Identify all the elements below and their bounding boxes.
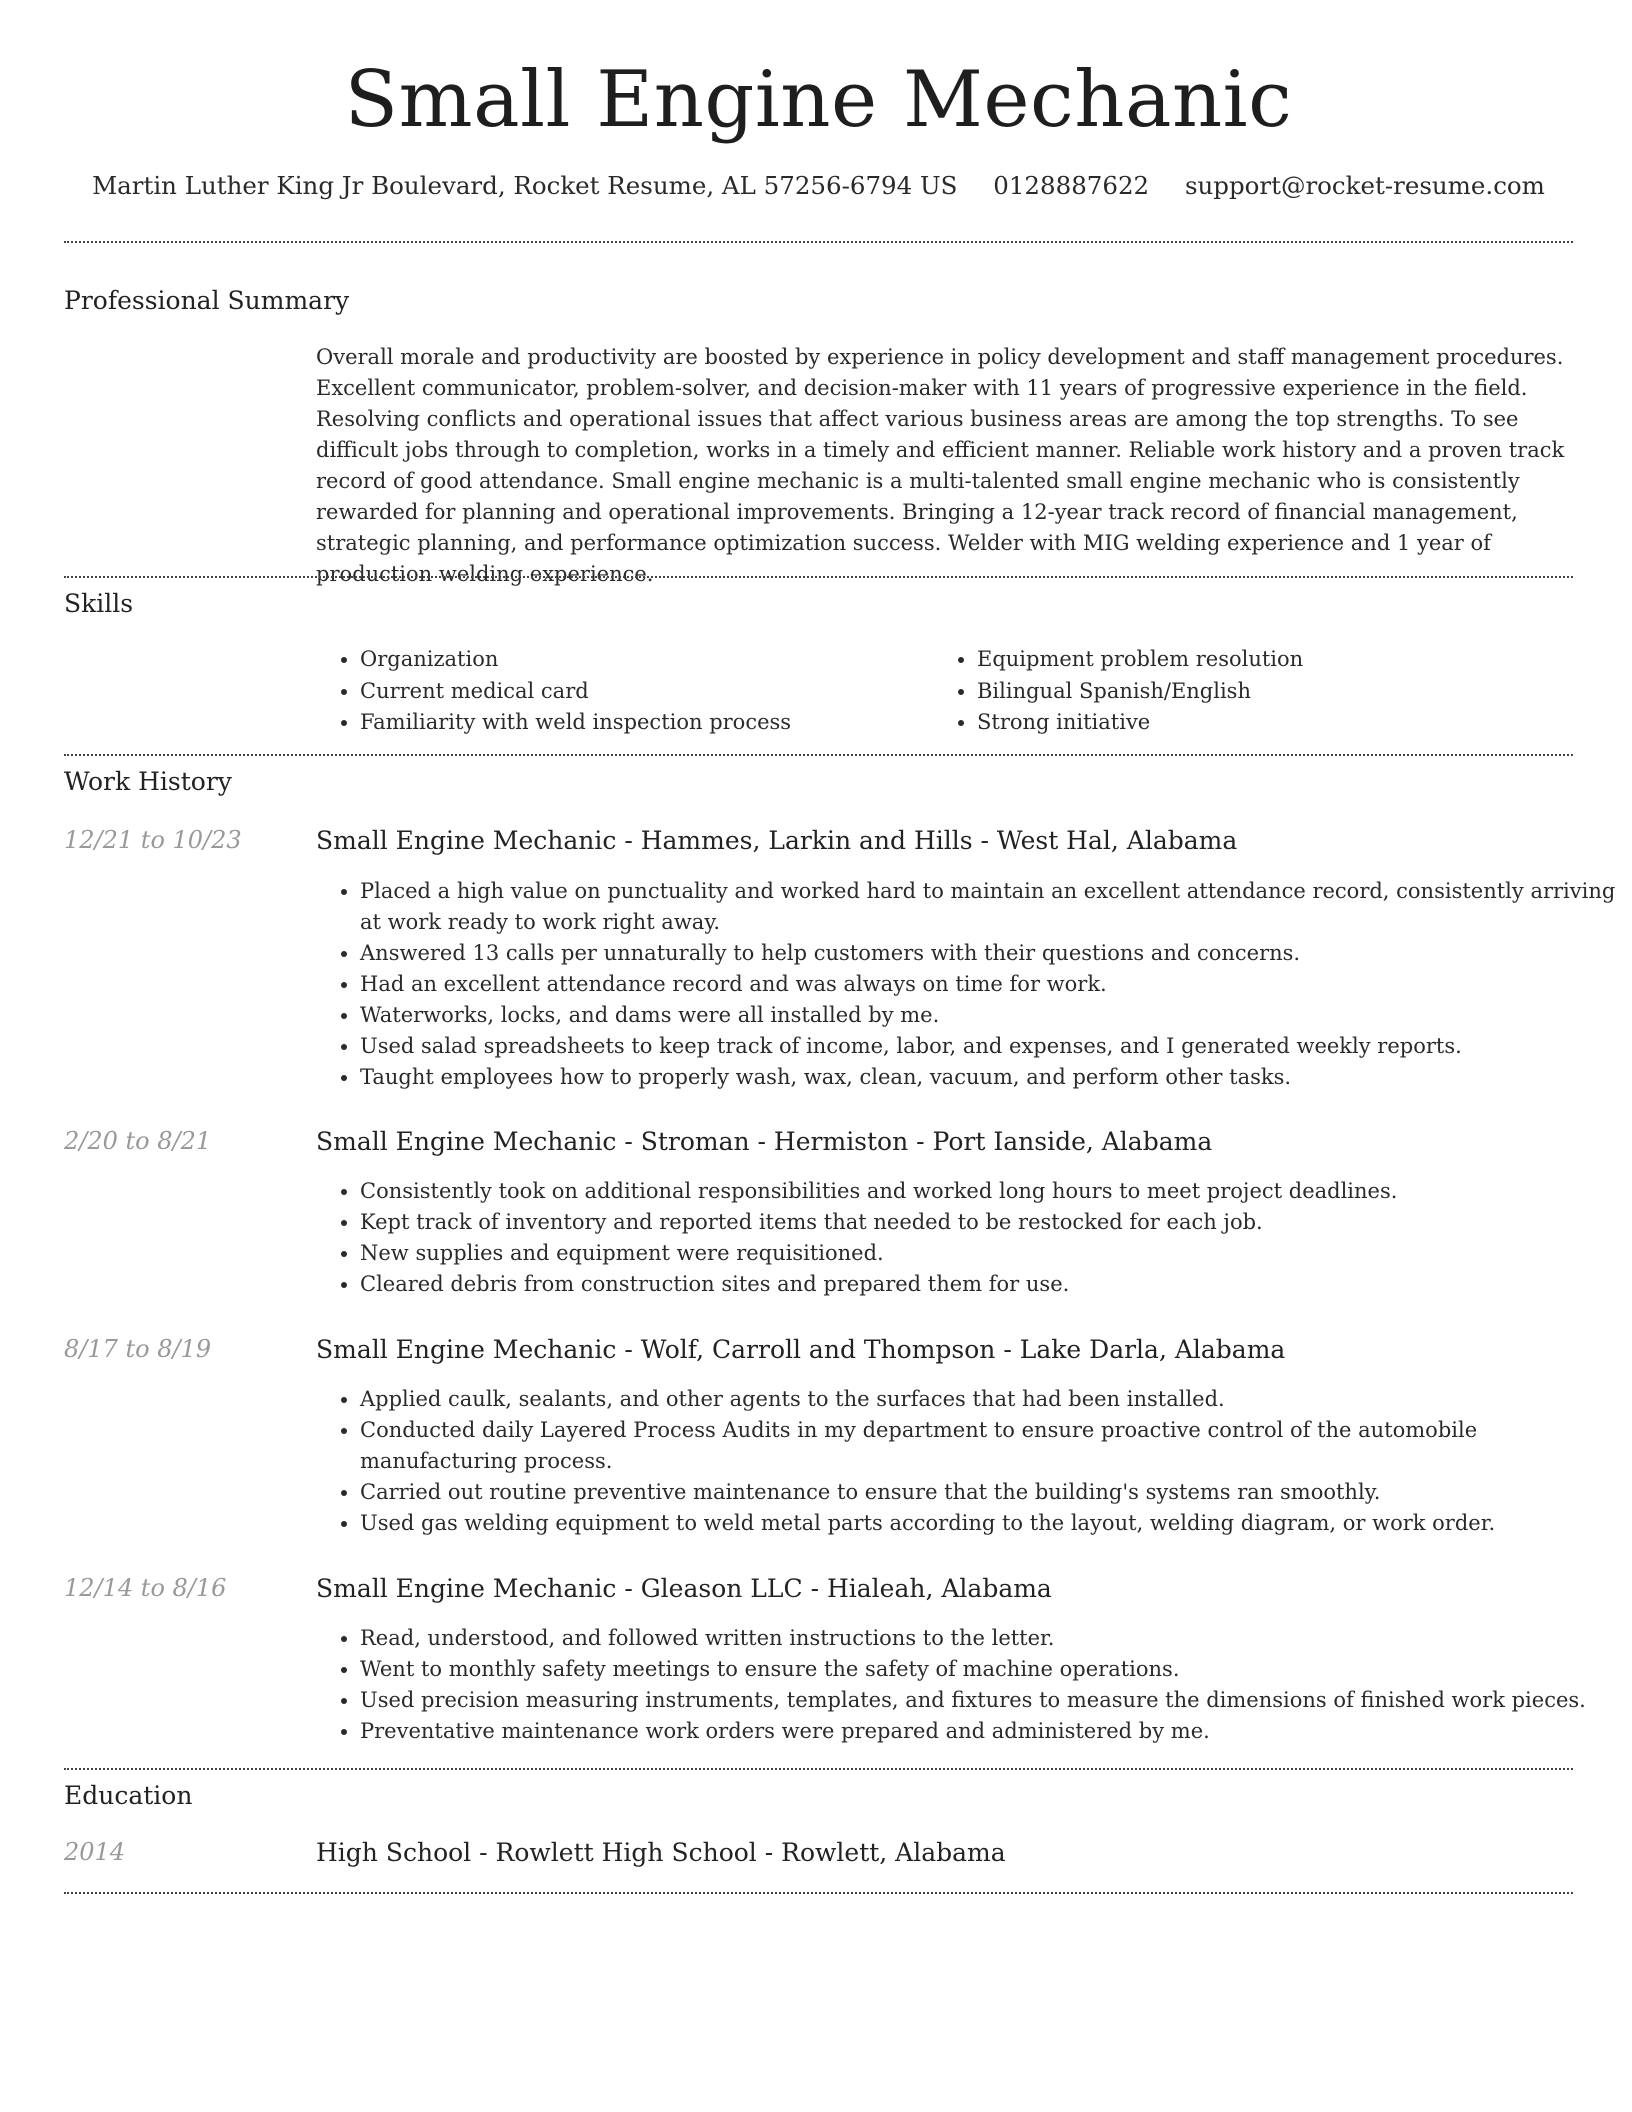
work-heading: Work History: [64, 767, 232, 796]
job-bullet: • Kept track of inventory and reported items that needed to be restocked for each job.: [360, 1207, 1617, 1238]
education-heading: Education: [64, 1781, 193, 1810]
skills-list-left: [316, 644, 930, 739]
job-bullet: • Cleared debris from construction sites and prepared them for use.: [360, 1269, 1617, 1300]
job-bullet: • Applied caulk, sealants, and other agents to the surfaces that had been installed.: [360, 1384, 1617, 1415]
job-bullet: • Carried out routine preventive maintenance to ensure that the building's systems ran smoothly.: [360, 1477, 1617, 1508]
skill-item: • Organization: [360, 644, 930, 676]
job-bullets: [316, 1623, 1617, 1747]
job-bullet: • Preventative maintenance work orders were prepared and administered by me.: [360, 1716, 1617, 1747]
job-title: Small Engine Mechanic - Gleason LLC - Hialeah, Alabama: [316, 1574, 1052, 1603]
divider-summary: [64, 576, 1573, 578]
summary-body: [316, 342, 1573, 590]
job-bullets: [316, 1384, 1617, 1539]
job-bullet: • Used precision measuring instruments, templates, and fixtures to measure the dimensions of finished work pieces.: [360, 1685, 1617, 1716]
job-bullet: • New supplies and equipment were requisitioned.: [360, 1238, 1617, 1269]
education-date: 2014: [64, 1838, 126, 1866]
resume-title: Small Engine Mechanic: [344, 55, 1293, 145]
contact-line: [64, 170, 1573, 202]
job-title: Small Engine Mechanic - Wolf, Carroll and Thompson - Lake Darla, Alabama: [316, 1335, 1286, 1364]
skill-item: • Current medical card: [360, 676, 930, 708]
education-title: High School - Rowlett High School - Rowlett, Alabama: [316, 1838, 1006, 1867]
divider-work: [64, 1768, 1573, 1770]
job-title: Small Engine Mechanic - Hammes, Larkin and Hills - West Hal, Alabama: [316, 826, 1238, 855]
divider-header: [64, 241, 1573, 243]
skill-item: • Familiarity with weld inspection process: [360, 707, 930, 739]
job-date: 12/21 to 10/23: [64, 826, 242, 854]
job-bullet: • Read, understood, and followed written instructions to the letter.: [360, 1623, 1617, 1654]
summary-text: Overall morale and productivity are boosted by experience in policy development and staff management procedures. Excellent communicator, problem-solver, and decision-maker with 11 years of progressive experience in the field. Resolving conflicts and operational issues that affect various business areas are among the top strengths. To see difficult jobs through to completion, works in a timely and efficient manner. Reliable work history and a proven track record of good attendance. Small engine mechanic is a multi-talented small engine mechanic who is consistently rewarded for planning and operational improvements. Bringing a 12-year track record of financial management, strategic planning, and performance optimization success. Welder with MIG welding experience and 1 year of production welding experience.: [316, 345, 1565, 586]
job-bullet: • Taught employees how to properly wash, wax, clean, vacuum, and perform other tasks.: [360, 1062, 1617, 1093]
job-bullet: • Used gas welding equipment to weld metal parts according to the layout, welding diagram, or work order.: [360, 1508, 1617, 1539]
divider-skills: [64, 754, 1573, 756]
skill-item: • Equipment problem resolution: [977, 644, 1577, 676]
job-bullet: • Consistently took on additional responsibilities and worked long hours to meet project deadlines.: [360, 1176, 1617, 1207]
skills-heading: Skills: [64, 589, 134, 618]
skills-list-right: [933, 644, 1577, 739]
job-bullet: • Answered 13 calls per unnaturally to help customers with their questions and concerns.: [360, 938, 1617, 969]
job-date: 8/17 to 8/19: [64, 1335, 212, 1363]
summary-heading: Professional Summary: [64, 286, 350, 315]
job-date: 2/20 to 8/21: [64, 1127, 212, 1155]
job-bullet: • Placed a high value on punctuality and worked hard to maintain an excellent attendance record, consistently arriving at work ready to work right away.: [360, 876, 1617, 938]
contact-phone: 0128887622: [993, 171, 1150, 200]
job-bullet: • Went to monthly safety meetings to ensure the safety of machine operations.: [360, 1654, 1617, 1685]
contact-address: Martin Luther King Jr Boulevard, Rocket Resume, AL 57256-6794 US: [92, 171, 958, 200]
skills-body: [316, 644, 1573, 740]
resume-page: [64, 0, 1616, 1867]
job-bullets: [316, 1176, 1617, 1300]
job-bullet: • Used salad spreadsheets to keep track of income, labor, and expenses, and I generated weekly reports.: [360, 1031, 1617, 1062]
job-bullets: [316, 876, 1617, 1093]
job-bullet: • Had an excellent attendance record and was always on time for work.: [360, 969, 1617, 1000]
skill-item: • Strong initiative: [977, 707, 1577, 739]
job-title: Small Engine Mechanic - Stroman - Hermiston - Port Ianside, Alabama: [316, 1127, 1213, 1156]
divider-education: [64, 1892, 1573, 1894]
skill-item: • Bilingual Spanish/English: [977, 676, 1577, 708]
contact-email: support@rocket-resume.com: [1184, 171, 1545, 200]
job-date: 12/14 to 8/16: [64, 1574, 227, 1602]
job-bullet: • Waterworks, locks, and dams were all installed by me.: [360, 1000, 1617, 1031]
job-bullet: • Conducted daily Layered Process Audits in my department to ensure proactive control of the automobile manufacturing process.: [360, 1415, 1617, 1477]
